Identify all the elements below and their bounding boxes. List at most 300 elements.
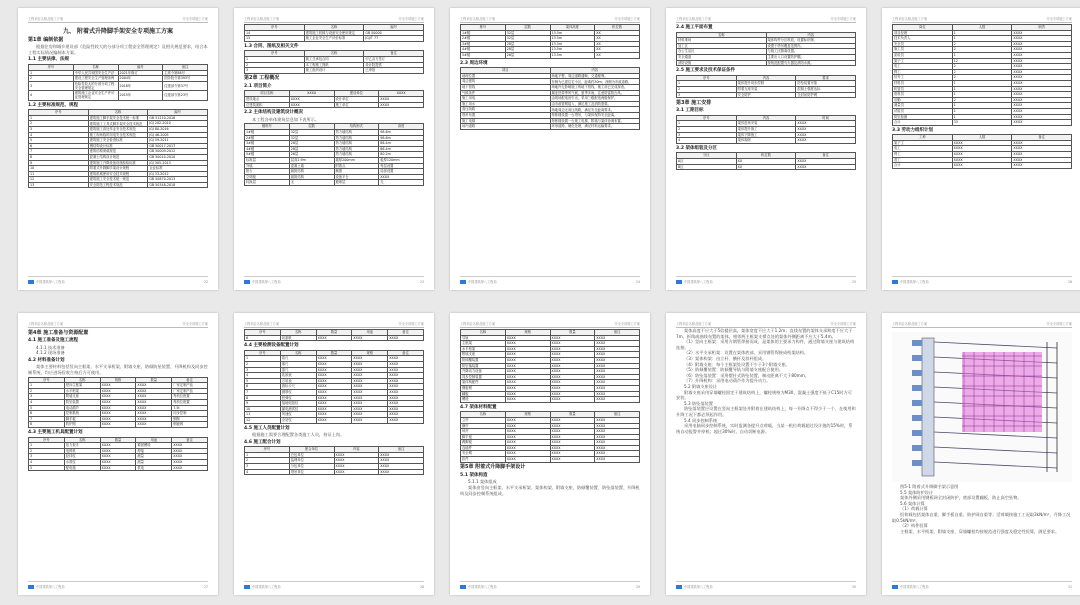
table-cell: XXXX [595, 391, 640, 397]
column-header: 编号 [148, 110, 208, 116]
table-cell: 住建部令第37号 [163, 81, 208, 90]
column-header: 数量 [136, 377, 172, 383]
column-header: 序号 [29, 377, 65, 383]
column-header: 名称 [280, 330, 316, 336]
table-cell: 回弹仪 [280, 395, 316, 401]
body-paragraph: 采用电脑同步控制系统，实时监测各提升点荷载，当某一机位荷载超过设计值的15%时，系统自动报警并停机；超过30%时，自动切断电源。 [676, 423, 853, 434]
table-cell: 附着式升降脚手架设计规程 [88, 166, 148, 172]
table-cell: XXXX [379, 458, 424, 464]
table-cell: 26层 [289, 152, 334, 158]
document-page[interactable] [882, 8, 1080, 290]
section-heading: 4.1 施工准备及施工流程 [28, 338, 79, 344]
table-cell: XXXX [505, 380, 550, 386]
table-cell: 同步控制 [172, 411, 208, 417]
document-title: 九、 附着式升降脚手架安全专项施工方案 [62, 28, 174, 35]
table-row [893, 163, 1072, 169]
table-cell: XXXX [796, 138, 856, 144]
table-cell: 防坠装置可靠 [796, 81, 856, 87]
table-row [461, 397, 640, 403]
page-footer [676, 581, 856, 589]
table-cell: 塔吊单位 [289, 469, 334, 475]
table-cell: XXXX [100, 443, 136, 449]
table-cell: XXXX [1012, 52, 1072, 58]
column-header: 分区 [677, 153, 737, 159]
table-cell: 飘窗 [334, 169, 379, 175]
table-cell: 板厚120mm [379, 157, 424, 163]
table-header-row [677, 75, 856, 81]
table-cell: 建筑施工安全检查标准 [88, 138, 148, 144]
table-cell: 防坠落装置 [461, 363, 506, 369]
column-header: 备注 [388, 350, 424, 356]
header-left: 工程项目名称及施工方案 [676, 322, 712, 326]
table-cell: 防倾覆装置 [461, 357, 506, 363]
body-paragraph: 附墙支座采用穿墙螺栓固定于建筑结构上，螺栓规格为M30，混凝土强度不低于C15时方可安装。 [676, 389, 852, 401]
table-cell: XX [736, 164, 796, 170]
table-cell: 28层 [505, 41, 550, 47]
table-cell: 住建部令第23号 [163, 91, 208, 100]
table-cell: 架子工 [893, 140, 953, 146]
column-header: 建设单位 [334, 91, 379, 97]
table-cell: XXXX [1012, 86, 1072, 92]
header-left: 工程项目名称及施工方案 [244, 17, 280, 21]
table-cell: 建筑施工机械与设备安全使用规定 [304, 30, 364, 36]
table-cell: XXXX [595, 423, 640, 429]
table-cell: 3 [245, 464, 290, 470]
chapter-heading: 第4章 施工准备与资源配置 [28, 329, 89, 336]
table-cell: 1 [245, 452, 290, 458]
table-cell: XX [595, 41, 640, 47]
table-cell: XXXX [316, 361, 352, 367]
section-heading: 4.2 材料准备计划 [28, 357, 65, 363]
body-paragraph: 主框架、水平桁架、附墙支座、穿墙螺栓均按规范进行强度及稳定性验算，满足要求。 [900, 528, 1060, 534]
section-heading: 2.1 项目简介 [244, 83, 272, 89]
table-cell: 试验员 [893, 108, 953, 114]
column-header: 备注 [796, 153, 856, 159]
column-header: 名称 [280, 350, 316, 356]
table-cell: XXXX [316, 401, 352, 407]
column-header: 数量 [550, 330, 595, 336]
header-right: 安全专项施工方案 [398, 17, 424, 21]
table-cell: XXXX [352, 417, 388, 423]
table-cell: GB 50000 [364, 30, 424, 36]
column-header: 职责 [1012, 25, 1072, 31]
table-cell: XXXX [1012, 64, 1072, 70]
table-cell: XXXX [172, 459, 208, 465]
table-cell: XXXX [316, 378, 352, 384]
column-header: 备注 [379, 447, 424, 453]
data-table [892, 134, 1072, 169]
table-cell: 28层 [505, 47, 550, 53]
header-left: 工程项目名称及施工方案 [28, 17, 64, 21]
table-cell: 2004年 [118, 76, 163, 82]
body-paragraph: （7）升降机构：采用电动葫芦作为提升动力。 [684, 378, 771, 384]
table-cell: 局部设置 [379, 169, 424, 175]
company-logo-icon [676, 585, 682, 589]
column-header: 数量 [100, 437, 136, 443]
table-cell: 气候条件 [461, 90, 551, 96]
footer-company [892, 279, 929, 284]
table-cell: 与施工区隔离设置。 [766, 49, 856, 55]
table-cell: XXXX [595, 397, 640, 403]
table-cell: 2#楼 [245, 135, 290, 141]
table-cell: GB 51210-2016 [148, 115, 208, 121]
table-cell: XXXX [379, 102, 424, 108]
table-cell: XXXX [550, 341, 595, 347]
table-cell: 13.5m [550, 30, 595, 36]
table-cell: 国务院令第393号 [163, 76, 208, 82]
table-cell: GB 50017-2017 [148, 143, 208, 149]
table-cell: 建筑施工企业安全生产许可证管理规定 [73, 91, 118, 100]
table-cell: 7 [29, 149, 89, 155]
table-cell: 28层 [289, 141, 334, 147]
footer-company-name: 中国建筑第八工程局 [900, 280, 929, 284]
table-cell: XXXX [505, 440, 550, 446]
table-cell: 施工企业安全生产评价标准 [304, 36, 364, 42]
table-cell: 4 [677, 138, 737, 144]
column-header: 层数 [289, 124, 334, 130]
table-cell: 2 [245, 62, 305, 68]
section-heading: 1.2 主要标准规范、规程 [28, 102, 79, 108]
table-cell: 86.4m [379, 141, 424, 147]
table-cell: JGJ 202-2010 [148, 121, 208, 127]
body-paragraph: 恒荷载包括架体自重、脚手板自重、防护网自重等；活荷载按施工工况取3kN/m²，升降工况取0.5kN/m²。 [892, 511, 1071, 523]
table-cell: 消防设施 [677, 60, 767, 66]
table-cell: XXXX [505, 352, 550, 358]
section-heading: 4.7 架体材料配置 [460, 404, 497, 410]
table-cell: XXXX [1012, 41, 1072, 47]
column-header: 机位数 [736, 153, 796, 159]
table-cell: 厂家定制产品 [172, 383, 208, 389]
table-cell: XXXX [505, 451, 550, 457]
header-right: 安全专项施工方案 [398, 322, 424, 326]
table-cell: XXXX [316, 367, 352, 373]
table-cell: XXXX [550, 397, 595, 403]
table-cell: 地理位置 [461, 73, 551, 79]
table-cell: GB 50010-2010 [148, 154, 208, 160]
column-header: 名称 [304, 51, 364, 57]
page-content [892, 24, 1072, 169]
column-header: 备注 [163, 64, 208, 70]
data-table [676, 152, 856, 170]
table-cell: 32层 [289, 130, 334, 136]
table-cell: 2 [29, 448, 65, 454]
footer-company-name: 中国建筑第八工程局 [900, 585, 929, 589]
table-cell: 测量 [136, 454, 172, 460]
table-cell: 设置于塔吊覆盖范围内。 [766, 43, 856, 49]
table-cell: 建筑施工脚手架安全技术统一标准 [88, 115, 148, 121]
table-cell: 1 [245, 56, 305, 62]
table-cell: 材料员 [893, 80, 953, 86]
data-table [460, 329, 640, 403]
table-cell: 2 [952, 47, 1012, 53]
table-cell: 6 [29, 411, 65, 417]
table-cell: XXXX [100, 459, 136, 465]
table-cell: 2 [677, 127, 737, 133]
table-cell: 3#楼 [245, 141, 290, 147]
table-cell: XX [595, 30, 640, 36]
table-cell: XXXX [505, 445, 550, 451]
table-cell: XXXX [952, 146, 1012, 152]
page-header [892, 16, 1072, 23]
table-cell: 架体提升同步控制 [736, 81, 796, 87]
table-cell: 2018年 [118, 81, 163, 90]
table-cell: 材料堆场 [677, 38, 767, 44]
table-cell: XXXX [352, 367, 388, 373]
table-row [461, 52, 640, 58]
table-cell: XX [736, 158, 796, 164]
page-content [892, 332, 1072, 534]
table-cell: 2 [952, 64, 1012, 70]
table-cell: XXXX [595, 385, 640, 391]
section-heading: 2.5 施工要求及技术保证条件 [676, 68, 736, 74]
header-left: 工程项目名称及施工方案 [892, 322, 928, 326]
table-cell: 万用表 [280, 378, 316, 384]
table-cell: 场地周边无高压线路，满足安全距离要求。 [550, 107, 640, 113]
table-cell: 中华人民共和国安全生产法 [73, 70, 118, 76]
table-cell: 钢制 [172, 416, 208, 422]
column-header: 数量 [550, 412, 595, 418]
document-page[interactable] [666, 313, 866, 595]
table-cell: 扣件 [461, 457, 506, 463]
table-header-row [245, 25, 424, 31]
table-cell: XXXX [136, 394, 172, 400]
column-header: 用途 [352, 330, 388, 336]
table-cell: 普工 [893, 157, 953, 163]
body-paragraph: 根据施工需要合理配置各类施工人员，持证上岗。 [252, 432, 345, 438]
document-page[interactable] [234, 8, 434, 290]
table-cell: 甲乙双方签订 [364, 56, 424, 62]
table-cell: 无 [379, 180, 424, 186]
table-cell: 配电箱 [64, 465, 100, 471]
data-table [892, 24, 1072, 126]
body-paragraph: 5.3 防坠落装置 [684, 400, 713, 406]
header-right: 安全专项施工方案 [1046, 17, 1072, 21]
document-page[interactable] [18, 8, 218, 290]
table-cell: XXXX [388, 395, 424, 401]
column-header: 内容 [334, 447, 379, 453]
table-cell: XXXX [796, 127, 856, 133]
table-cell: GB 50870-2013 [148, 177, 208, 183]
table-cell: XXXX [100, 448, 136, 454]
table-cell: XXXX [388, 412, 424, 418]
footer-company [676, 584, 713, 589]
page-number: 25 [851, 279, 856, 284]
table-cell: 合计 [893, 163, 953, 169]
page-content [460, 329, 640, 496]
column-header: 序号 [29, 110, 89, 116]
table-cell: XXXX [172, 454, 208, 460]
table-cell: XXXX [352, 412, 388, 418]
table-cell: XX [595, 52, 640, 58]
table-cell: 架体拆除 [736, 138, 796, 144]
table-cell: 26层 [505, 52, 550, 58]
document-page[interactable] [450, 8, 650, 290]
table-cell: XXXX [796, 132, 856, 138]
table-row [677, 164, 856, 170]
column-header: 编号 [118, 64, 163, 70]
table-cell: 属亚热带季风气候，夏季多雨，注意防雷防台风。 [550, 90, 640, 96]
table-cell: 钢板网 [461, 385, 506, 391]
table-cell: XXXX [100, 454, 136, 460]
body-paragraph: 5.1.1 架体组成 [468, 479, 497, 485]
document-page[interactable] [18, 313, 218, 595]
table-cell: XXXX [505, 391, 550, 397]
body-paragraph: 图5-1 附着式升降脚手架示意图 [900, 484, 959, 489]
table-cell: 主框架 [461, 341, 506, 347]
table-cell: XX [595, 47, 640, 53]
data-table [460, 24, 640, 59]
table-cell: XXXX [1012, 69, 1072, 75]
table-cell: XXXX [505, 397, 550, 403]
document-page[interactable] [666, 8, 866, 290]
column-header: 序号 [245, 447, 290, 453]
document-page[interactable] [234, 313, 434, 595]
page-header [28, 321, 208, 328]
table-cell: 12 [29, 177, 89, 183]
table-cell: XXXX [550, 391, 595, 397]
table-cell: 混凝土结构设计规范 [88, 154, 148, 160]
table-cell: 信号工 [893, 75, 953, 81]
body-paragraph: 防坠落装置应设置在竖向主框架处并附着在建筑结构上，每一升降点不得少于一个，在使用和升降工况下都必须起作用。 [676, 406, 856, 417]
body-paragraph: 本工程各单体建筑信息如下表所示。 [252, 116, 320, 122]
table-cell: XXXX [595, 440, 640, 446]
table-cell: 测厚仪 [280, 389, 316, 395]
table-cell: 螺栓 [461, 397, 506, 403]
column-header: 序号 [29, 437, 65, 443]
body-paragraph: （5）防倾覆装置：防倾覆导轨与附墙支座配合使用。 [684, 367, 783, 373]
table-cell: 13.5m [550, 41, 595, 47]
column-header: 机位数 [595, 25, 640, 31]
table-cell: XXXX [505, 429, 550, 435]
footer-company-name: 中国建筑第八工程局 [684, 280, 713, 284]
section-heading: 2.2 主体结构及建筑设计概况 [244, 110, 304, 116]
table-cell: 按规范配置灭火器及消防水源。 [766, 60, 856, 66]
table-cell: 附墙支座 [461, 352, 506, 358]
table-cell: 32层 [505, 36, 550, 42]
column-header: 名称 [461, 330, 506, 336]
table-cell: 8 [245, 395, 281, 401]
table-cell: 脚手板 [64, 416, 100, 422]
footer-company-name: 中国建筑第八工程局 [36, 585, 65, 589]
table-cell: 架体下降施工 [736, 132, 796, 138]
column-header: 工种 [893, 135, 953, 141]
table-cell: 13.5m [550, 36, 595, 42]
page-footer [244, 276, 424, 284]
table-cell: 架体进场安装 [736, 121, 796, 127]
table-cell: 钢结构设计标准 [88, 143, 148, 149]
table-cell: 14 [245, 30, 305, 36]
table-cell: XXXX [388, 378, 424, 384]
body-paragraph: 架体高度不应大于5倍楼层高，架体宽度不应大于1.2m；直线布置的架体支承跨度不应大于7m，折线或曲线布置的架体，相邻两主框架支撑点处的架体外侧距离不应大于5.4m。 [676, 328, 853, 339]
table-cell: XXXX [352, 356, 388, 362]
table-cell: 切割机 [280, 335, 316, 341]
column-header: 名称 [64, 377, 100, 383]
data-table [244, 123, 424, 186]
table-cell: XXXX [388, 406, 424, 412]
table-cell: 企业标准 [148, 166, 208, 172]
column-header: 岗位 [893, 25, 953, 31]
table-cell: XXXX [505, 369, 550, 375]
table-cell: 每栋楼设置一台塔吊，与架体保持安全距离。 [550, 112, 640, 118]
table-cell: XXXX [100, 416, 136, 422]
page-footer [244, 581, 424, 589]
column-header: 备注 [1012, 135, 1072, 141]
table-cell: 建设工程安全生产管理条例 [73, 76, 118, 82]
table-cell: 4#楼 [461, 47, 506, 53]
table-cell: 28层 [289, 146, 334, 152]
table-cell: 安全防护 [736, 92, 796, 98]
table-cell: 外墙 [245, 163, 290, 169]
table-row [29, 91, 208, 100]
table-cell: 主席令第88号 [163, 70, 208, 76]
table-row [461, 124, 640, 130]
table-cell: 总包单位 [289, 452, 334, 458]
data-table [676, 115, 856, 144]
table-cell: XXXX [379, 97, 424, 103]
table-cell: XXXX [952, 163, 1012, 169]
table-header-row [677, 153, 856, 159]
page-footer [28, 581, 208, 589]
table-cell: XXXX [550, 385, 595, 391]
table-cell: 附着点 [334, 163, 379, 169]
table-cell: XXXX [1012, 140, 1072, 146]
header-left: 工程项目名称及施工方案 [28, 322, 64, 326]
table-cell: 3 [29, 81, 74, 90]
table-cell: 3 [29, 454, 65, 460]
table-cell: XXXX [550, 423, 595, 429]
table-cell: 施工单位 [334, 102, 379, 108]
table-cell: XXXX [550, 363, 595, 369]
table-cell: 场内道路 [461, 124, 551, 130]
body-paragraph: 4.1.1 技术准备 [36, 344, 65, 350]
table-cell: 本工程施工图纸 [304, 62, 364, 68]
column-header: 高度 [379, 124, 424, 130]
table-cell: 2 [29, 388, 65, 394]
table-cell: 施工电梯 [461, 118, 551, 124]
table-cell: 2 [952, 41, 1012, 47]
table-cell: 分包单位 [289, 464, 334, 470]
column-header: 规格 [505, 412, 550, 418]
table-cell: 办公生活区 [677, 49, 767, 55]
page-footer [28, 276, 208, 284]
page-content [676, 328, 856, 434]
table-cell: XXXX [550, 429, 595, 435]
section-heading: 5.1 架体构造 [460, 472, 488, 478]
data-table [244, 329, 424, 341]
document-page[interactable] [882, 313, 1080, 595]
table-row [245, 102, 424, 108]
column-header: XXXX [379, 91, 424, 97]
table-cell: 2015年 [118, 91, 163, 100]
table-cell: 斜杆 [461, 429, 506, 435]
table-cell: 3#楼 [461, 41, 506, 47]
page-header [892, 321, 1072, 328]
table-cell: XXXX [379, 174, 424, 180]
table-cell: 横杆 [461, 423, 506, 429]
table-cell: XXXX [550, 374, 595, 380]
table-cell: 设备平台 [334, 174, 379, 180]
table-cell: 每机位配置 [172, 400, 208, 406]
section-heading: 3.2 架体组装及分区 [676, 145, 718, 151]
document-page[interactable] [450, 313, 650, 595]
table-cell: XXXX [100, 383, 136, 389]
header-left: 工程项目名称及施工方案 [892, 17, 928, 21]
table-row [893, 120, 1072, 126]
table-cell: XXXX [550, 417, 595, 423]
table-cell: XXXX [952, 140, 1012, 146]
table-cell: XXXX [100, 394, 136, 400]
table-cell: 4 [29, 400, 65, 406]
